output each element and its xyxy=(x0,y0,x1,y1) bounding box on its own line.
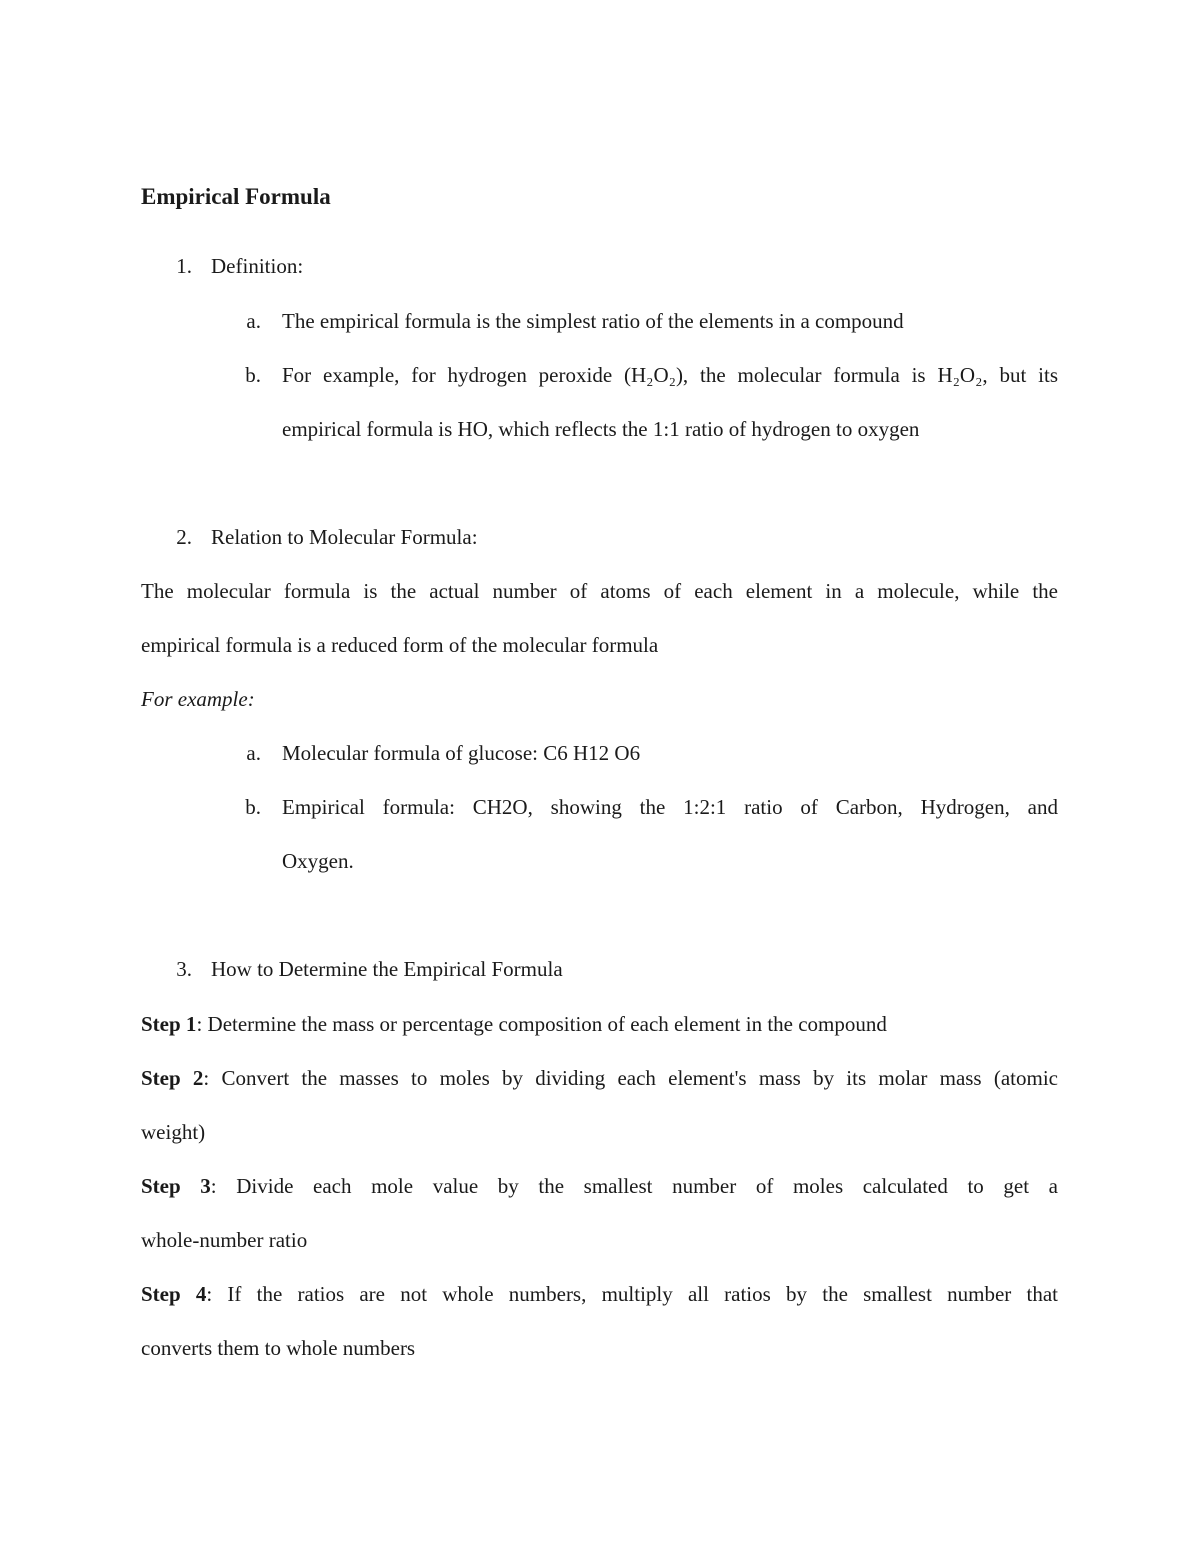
section-2-item-b-line-1: Empirical formula: CH2O, showing the 1:2:1 ratio of Carbon, Hydrogen, and xyxy=(282,795,1058,819)
step-3-line-2: whole-number ratio xyxy=(141,1228,308,1252)
section-1-heading: Definition: xyxy=(211,254,304,278)
section-2-item-b-letter: b. xyxy=(245,795,261,819)
document-title: Empirical Formula xyxy=(141,184,331,209)
section-1-item-a-letter: a. xyxy=(246,309,261,333)
step-2-label: Step 2 xyxy=(141,1066,204,1090)
section-1-item-b-letter: b. xyxy=(245,363,261,387)
section-2-paragraph-line-1: The molecular formula is the actual number of atoms of each element in a molecule, while the xyxy=(141,579,1058,603)
step-3-label: Step 3 xyxy=(141,1174,211,1198)
step-3-line-1: Step 3: Divide each mole value by the smallest number of moles calculated to get a xyxy=(141,1174,1058,1198)
section-2-number: 2. xyxy=(176,525,192,549)
step-2-line-1: Step 2: Convert the masses to moles by dividing each element's mass by its molar mass (atomic xyxy=(141,1066,1058,1090)
section-2-item-a-letter: a. xyxy=(246,741,261,765)
section-1-item-b-line-2: empirical formula is HO, which reflects the 1:1 ratio of hydrogen to oxygen xyxy=(282,417,920,441)
section-2-heading: Relation to Molecular Formula: xyxy=(211,525,478,549)
step-4-line-1: Step 4: If the ratios are not whole numbers, multiply all ratios by the smallest number that xyxy=(141,1282,1058,1306)
section-3-heading: How to Determine the Empirical Formula xyxy=(211,957,563,981)
section-3-number: 3. xyxy=(176,957,192,981)
example-label: For example: xyxy=(141,687,255,711)
step-1-line-1: Step 1: Determine the mass or percentage composition of each element in the compound xyxy=(141,1012,887,1036)
section-1-item-a-text: The empirical formula is the simplest ratio of the elements in a compound xyxy=(282,309,904,333)
section-1-item-b-line-1: For example, for hydrogen peroxide (H₂O₂), the molecular formula is H₂O₂, but its xyxy=(282,363,1058,387)
step-4-line-2: converts them to whole numbers xyxy=(141,1336,416,1360)
section-2-paragraph-line-2: empirical formula is a reduced form of the molecular formula xyxy=(141,633,659,657)
step-4-label: Step 4 xyxy=(141,1282,207,1306)
section-1-number: 1. xyxy=(176,254,192,278)
section-2-item-a-text: Molecular formula of glucose: C6 H12 O6 xyxy=(282,741,641,765)
step-1-label: Step 1 xyxy=(141,1012,197,1036)
section-2-item-b-line-2: Oxygen. xyxy=(282,849,354,873)
step-2-line-2: weight) xyxy=(141,1120,206,1144)
